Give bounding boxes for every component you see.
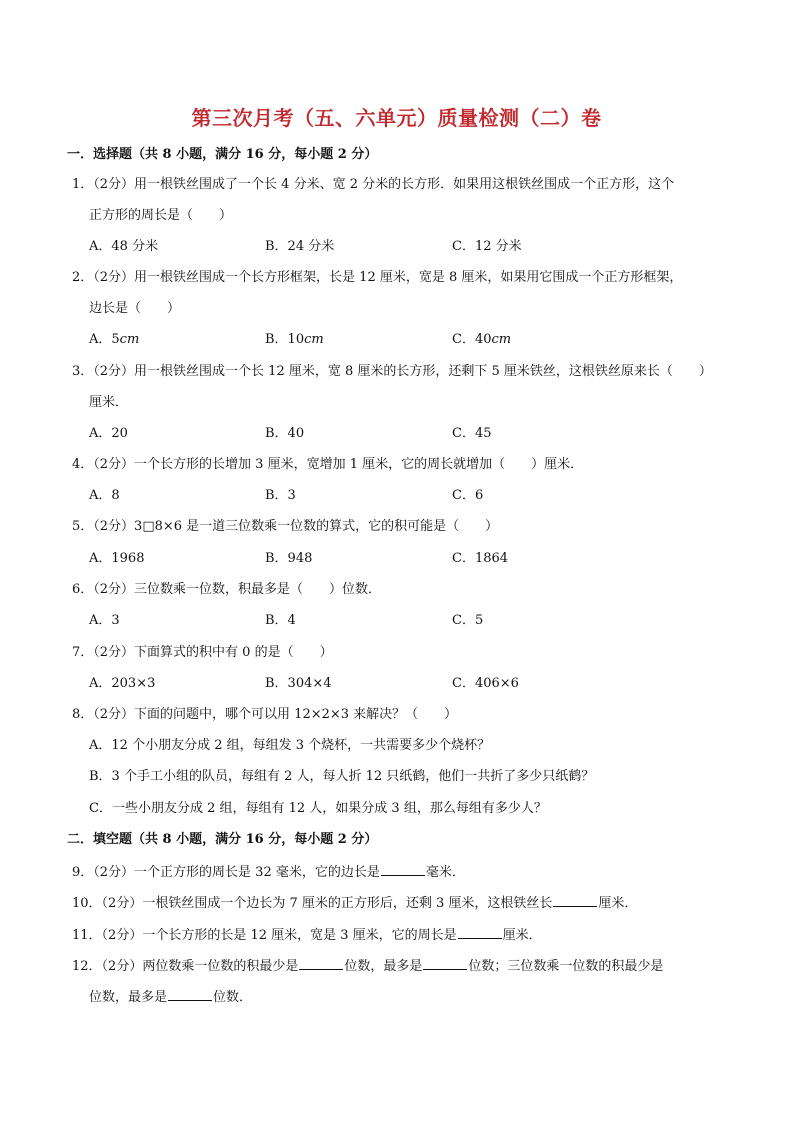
question-3-option-a: A．20 xyxy=(89,426,128,441)
question-6-line1: 6．（2分）三位数乘一位数，积最多是（ ）位数． xyxy=(72,582,382,597)
question-3-line2: 厘米． xyxy=(89,395,129,410)
question-5-option-b: B．948 xyxy=(265,551,313,566)
question-3-option-c: C．45 xyxy=(452,426,492,441)
question-2-option-a: A．5cm xyxy=(89,332,140,347)
question-7-option-c: C．406×6 xyxy=(452,676,519,691)
answer-blank[interactable] xyxy=(458,925,502,939)
question-2-line2: 边长是（ ） xyxy=(89,301,181,316)
question-8-option-b: B．3 个手工小组的队员，每组有 2 人，每人折 12 只纸鹤，他们一共折了多少只纸鹤？ xyxy=(89,769,595,784)
section-heading-fill: 二．填空题（共 8 小题，满分 16 分，每小题 2 分） xyxy=(67,832,378,847)
question-1-line2: 正方形的周长是（ ） xyxy=(89,208,233,223)
question-5-option-a: A．1968 xyxy=(89,551,145,566)
question-6-option-b: B．4 xyxy=(265,613,296,628)
question-9: 9．（2分）一个正方形的周长是 32 毫米，它的边长是 毫米． xyxy=(72,862,465,882)
question-1-option-c: C．12 分米 xyxy=(452,239,522,254)
question-7-option-a: A．203×3 xyxy=(89,676,156,691)
question-1-line1: 1．（2分）用一根铁丝围成了一个长 4 分米、宽 2 分米的长方形．如果用这根铁丝围成一个正方形，这个 xyxy=(72,177,675,192)
question-6-option-a: A．3 xyxy=(89,613,120,628)
question-6-option-c: C．5 xyxy=(452,613,484,628)
question-2-option-b: B．10cm xyxy=(265,332,324,347)
question-8-option-c: C．一些小朋友分成 2 组，每组有 12 人，如果分成 3 组，那么每组有多少人？ xyxy=(89,801,547,816)
question-8-line1: 8．（2分）下面的问题中，哪个可以用 12×2×3 来解决？（ ） xyxy=(72,707,458,722)
question-4-option-b: B．3 xyxy=(265,488,296,503)
question-11: 11．（2分）一个长方形的长是 12 厘米，宽是 3 厘米，它的周长是 厘米． xyxy=(72,925,542,945)
answer-blank[interactable] xyxy=(168,987,212,1001)
answer-blank[interactable] xyxy=(553,893,597,907)
question-3-line1: 3．（2分）用一根铁丝围成一个长 12 厘米，宽 8 厘米的长方形，还剩下 5 厘米铁丝，这根铁丝原来长（ ） xyxy=(72,364,712,379)
question-12-line2: 位数，最多是 位数． xyxy=(89,987,252,1007)
question-2-line1: 2．（2分）用一根铁丝围成一个长方形框架，长是 12 厘米，宽是 8 厘米，如果用它围成一个正方形框架， xyxy=(72,270,683,285)
question-8-option-a: A．12 个小朋友分成 2 组，每组发 3 个烧杯，一共需要多少个烧杯？ xyxy=(89,738,491,753)
question-10: 10．（2分）一根铁丝围成一个边长为 7 厘米的正方形后，还剩 3 厘米，这根铁丝长 厘米． xyxy=(72,893,637,913)
answer-blank[interactable] xyxy=(381,862,425,876)
question-2-option-c: C．40cm xyxy=(452,332,512,347)
answer-blank[interactable] xyxy=(299,956,343,970)
question-4-option-a: A．8 xyxy=(89,488,120,503)
question-7-line1: 7．（2分）下面算式的积中有 0 的是（ ） xyxy=(72,645,333,660)
question-12-line1: 12．（2分）两位数乘一位数的积最少是 位数，最多是 位数；三位数乘一位数的积最少是 xyxy=(72,956,663,976)
question-4-option-c: C．6 xyxy=(452,488,484,503)
question-1-option-b: B．24 分米 xyxy=(265,239,335,254)
answer-blank[interactable] xyxy=(423,956,467,970)
question-4-line1: 4．（2分）一个长方形的长增加 3 厘米，宽增加 1 厘米，它的周长就增加（ ）厘米． xyxy=(72,457,584,472)
question-7-option-b: B．304×4 xyxy=(265,676,332,691)
section-heading-choice: 一．选择题（共 8 小题，满分 16 分，每小题 2 分） xyxy=(67,147,378,162)
question-1-option-a: A．48 分米 xyxy=(89,239,159,254)
question-5-option-c: C．1864 xyxy=(452,551,509,566)
question-5-line1: 5．（2分）3□8×6 是一道三位数乘一位数的算式，它的积可能是（ ） xyxy=(72,519,499,534)
page-title: 第三次月考（五、六单元）质量检测（二）卷 xyxy=(191,106,602,130)
question-3-option-b: B．40 xyxy=(265,426,305,441)
